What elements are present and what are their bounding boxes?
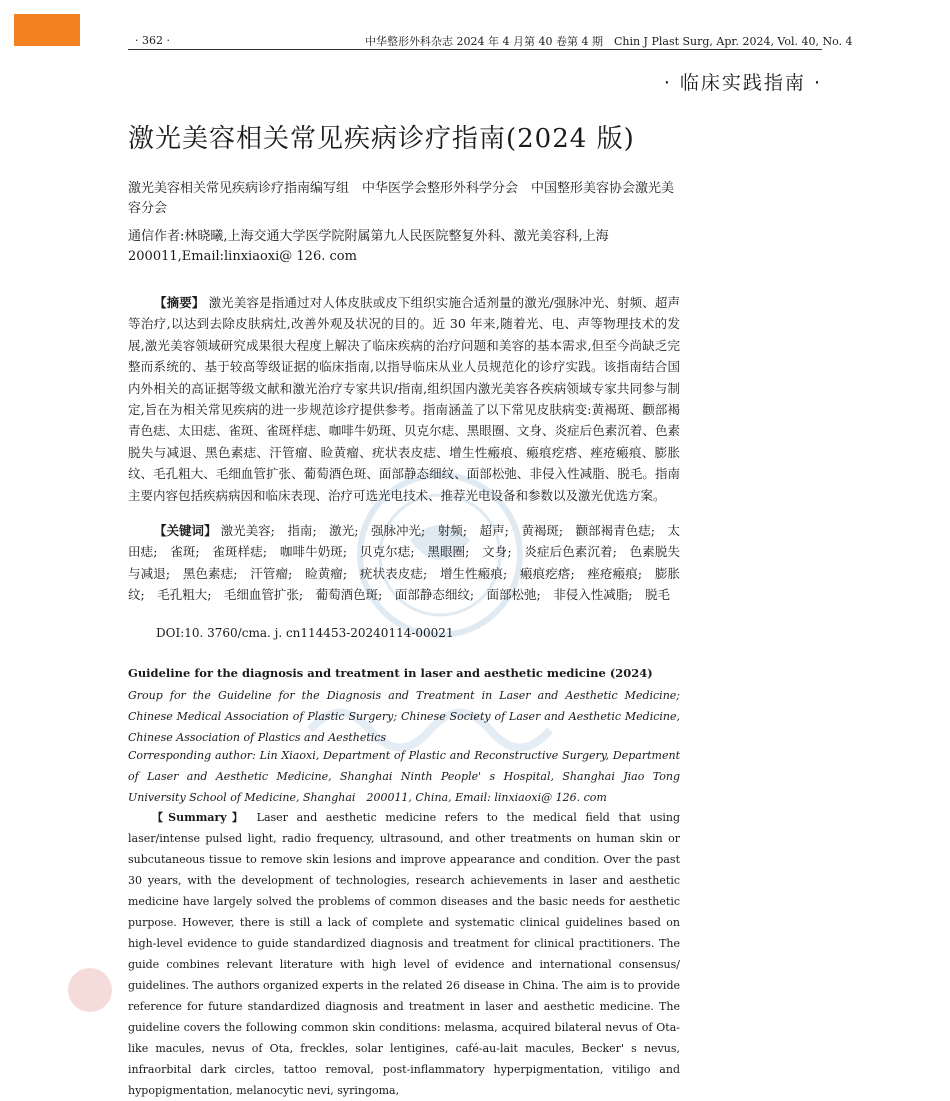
- chinese-abstract: [128, 292, 680, 506]
- author-groups: 激光美容相关常见疾病诊疗指南编写组 中华医学会整形外科学分会 中国整形美容协会激光美容分会: [128, 181, 675, 216]
- section-label: · 临床实践指南 ·: [663, 72, 822, 94]
- keywords-text: 激光美容; 指南; 激光; 强脉冲光; 射频; 超声; 黄褐斑; 颧部褐青色痣; 太田痣; 雀斑; 雀斑样痣; 咖啡牛奶斑; 贝克尔痣; 黑眼圈; 文身; 炎症后色素沉着; 色素脱失与减退; 黑色素痣; 汗管瘤; 睑黄瘤; 疣状表皮痣; 增生性瘢痕; 瘢痕疙瘩; 痤疮瘢痕; 膨胀纹; 毛孔粗大; 毛细血管扩张; 葡萄酒色斑; 面部静态细纹; 面部松弛; 非侵入性减脂; 脱毛: [128, 523, 680, 603]
- english-author-groups: Group for the Guideline for the Diagnosis and Treatment in Laser and Aesthetic Medicine; Chinese Medical Association of Plastic Surgery; Chinese Society of Laser and Aesthetic Medicine, Chinese Association of Plastics and Aesthetics: [128, 689, 680, 744]
- seal-watermark: [60, 960, 130, 1020]
- abstract-label: 【摘要】: [154, 295, 205, 310]
- chinese-keywords: [128, 520, 680, 606]
- summary-label: 【Summary】: [152, 811, 248, 824]
- abstract-text: 激光美容是指通过对人体皮肤或皮下组织实施合适剂量的激光/强脉冲光、射频、超声等治疗,以达到去除皮肤病灶,改善外观及状况的目的。近 30 年来,随着光、电、声等物理技术的发展,激光美容领域研究成果很大程度上解决了临床疾病的治疗问题和美容的基本需求,但至今尚缺乏完整而系统的、基于较高等级证据的临床指南,以指导临床从业人员规范化的诊疗实践。该指南结合国内外相关的高证据等级文献和激光治疗专家共识/指南,组织国内激光美容各疾病领域专家共同参与制定,旨在为相关常见疾病的进一步规范诊疗提供参考。指南涵盖了以下常见皮肤病变:黄褐斑、颧部褐青色痣、太田痣、雀斑、雀斑样痣、咖啡牛奶斑、贝克尔痣、黑眼圈、文身、炎症后色素沉着、色素脱失与减退、黑色素痣、汗管瘤、睑黄瘤、疣状表皮痣、增生性瘢痕、瘢痕疙瘩、痤疮瘢痕、膨胀纹、毛孔粗大、毛细血管扩张、葡萄酒色斑、面部静态细纹、面部松弛、非侵入性减脂、脱毛。指南主要内容包括疾病病因和临床表现、治疗可选光电技术、推荐光电设备和参数以及激光优选方案。: [128, 295, 680, 503]
- english-corresponding-author: Corresponding author: Lin Xiaoxi, Department of Plastic and Reconstructive Surgery, Department of Laser and Aesthetic Medicine, Shanghai Ninth People' s Hospital, Shanghai Jiao Tong University School of Medicine, Shanghai 200011, China, Email: linxiaoxi@ 126. com: [128, 749, 680, 804]
- corresponding-author: 通信作者:林晓曦,上海交通大学医学院附属第九人民医院整复外科、激光美容科,上海 200011,Email:linxiaoxi@ 126. com: [128, 229, 609, 264]
- english-summary: [128, 807, 680, 1101]
- keywords-label: 【关键词】: [154, 523, 217, 538]
- header-divider: [128, 49, 822, 50]
- summary-text: Laser and aesthetic medicine refers to the medical field that using laser/intense pulsed light, radio frequency, ultrasound, and other treatments on human skin or subcutaneous tissue to remove skin lesions and improve appearance and condition. Over the past 30 years, with the development of technologies, research achievements in laser and aesthetic medicine have largely solved the problems of common diseases and the basic needs for aesthetic purpose. However, there is still a lack of complete and systematic clinical guidelines based on high-level evidence to guide standardized diagnosis and treatment for clinical practitioners. The guide combines relevant literature with high level of evidence and international consensus/ guidelines. The authors organized experts in the related 26 disease in China. The aim is to provide reference for future standardized diagnosis and treatment in laser and aesthetic medicine. The guideline covers the following common skin conditions: melasma, acquired bilateral nevus of Ota-like macules, nevus of Ota, freckles, solar lentigines, café-au-lait macules, Becker' s nevus, infraorbital dark circles, tattoo removal, post-inflammatory hyperpigmentation, vitiligo and hypopigmentation, melanocytic nevi, syringoma,: [128, 811, 681, 1097]
- english-title: Guideline for the diagnosis and treatment in laser and aesthetic medicine (2024): [128, 666, 653, 680]
- journal-header: 中华整形外科杂志 2024 年 4 月第 40 卷第 4 期 Chin J Plast Surg, Apr. 2024, Vol. 40, No. 4: [365, 35, 853, 48]
- orange-corner-tab: [14, 14, 80, 46]
- page-number: · 362 ·: [135, 34, 170, 47]
- article-title: 激光美容相关常见疾病诊疗指南(2024 版): [128, 124, 635, 154]
- doi: DOI:10. 3760/cma. j. cn114453-20240114-00021: [156, 626, 454, 640]
